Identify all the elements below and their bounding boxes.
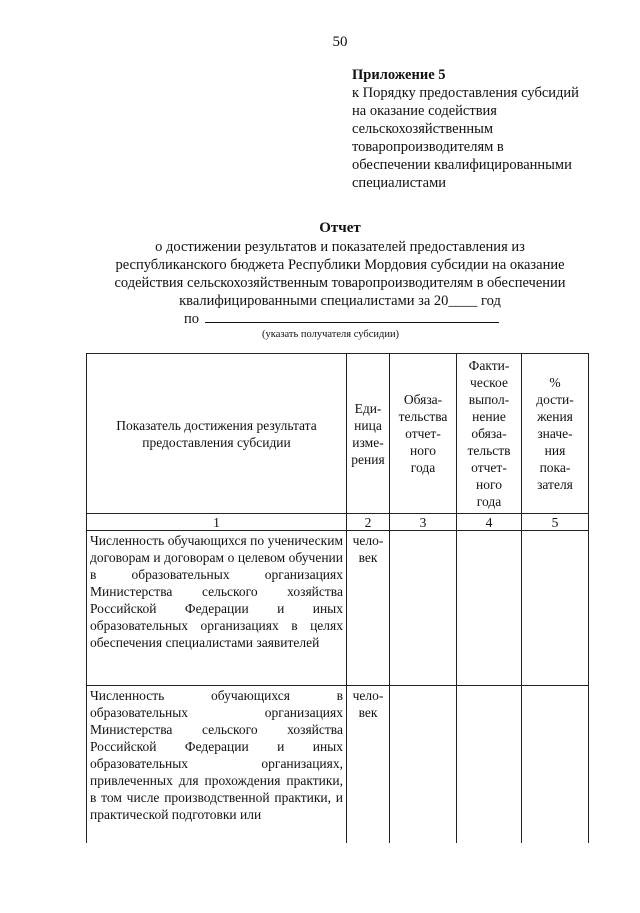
header-obligations	[390, 354, 457, 514]
unit-cell	[347, 531, 390, 686]
table-row	[87, 686, 589, 859]
report-subtitle-line: квалифицированными специалистами за 20____ год	[179, 293, 501, 309]
page-bottom-mask	[86, 843, 590, 913]
recipient-line	[184, 310, 499, 328]
header-actual-line: тельств	[467, 443, 511, 458]
indicator-cell: Численность обучающихся по ученическим договорам и договорам о целевом обучении в образовательных организациях Министерства сельского хозяйства Российской Федерации и иных образовательных организациях в целях обеспечения специалистами заявителей	[87, 531, 347, 686]
report-subtitle-line: о достижении результатов и показателей предоставления из	[155, 239, 525, 255]
appendix-line: товаропроизводителям в	[352, 139, 504, 155]
recipient-label: по	[184, 311, 200, 327]
header-indicator: Показатель достижения результата предоставления субсидии	[87, 354, 347, 514]
header-actual-line: года	[476, 494, 502, 509]
unit-line: век	[358, 550, 378, 565]
header-unit-line: рения	[351, 451, 385, 467]
column-number: 2	[347, 514, 390, 531]
actual-cell[interactable]	[457, 531, 522, 686]
header-actual-line: отчет-	[471, 460, 507, 475]
header-percent-line: дости-	[536, 392, 574, 407]
header-actual-line: Факти-	[468, 358, 510, 373]
page-number: 50	[332, 34, 348, 50]
appendix-line: к Порядку предоставления субсидий	[352, 85, 579, 101]
header-unit-line: Еди-	[354, 400, 382, 416]
appendix-line: специалистами	[352, 175, 447, 191]
column-number: 4	[457, 514, 522, 531]
unit-line: чело-	[352, 533, 384, 548]
report-subtitle	[88, 238, 592, 310]
header-obligations-line: отчет-	[405, 426, 441, 441]
header-actual-line: обяза-	[471, 426, 507, 441]
header-obligations-line: года	[410, 460, 436, 475]
recipient-hint: (указать получателя субсидии)	[262, 329, 400, 340]
report-subtitle-line: республиканского бюджета Республики Мордовия субсидии на оказание	[115, 257, 565, 273]
unit-line: чело-	[352, 688, 384, 703]
header-actual-line: нение	[472, 409, 506, 424]
header-percent	[522, 354, 589, 514]
obligations-cell[interactable]	[390, 531, 457, 686]
appendix-line: сельскохозяйственным	[352, 121, 494, 137]
column-number: 3	[390, 514, 457, 531]
header-obligations-line: тельства	[398, 409, 448, 424]
column-number: 1	[87, 514, 347, 531]
header-percent-line: жения	[537, 409, 573, 424]
header-unit-line: изме-	[352, 434, 384, 450]
obligations-cell[interactable]	[390, 686, 457, 859]
table-row	[87, 531, 589, 686]
appendix-title: Приложение 5	[352, 67, 446, 83]
header-percent-line: зателя	[537, 477, 573, 492]
appendix-line: на оказание содействия	[352, 103, 497, 119]
header-row	[87, 354, 589, 514]
header-actual-line: выпол-	[468, 392, 510, 407]
header-percent-line: пока-	[539, 460, 571, 475]
column-number: 5	[522, 514, 589, 531]
report-subtitle-line: содействия сельскохозяйственным товаропроизводителям в обеспечении	[114, 275, 566, 291]
header-actual-line: ного	[476, 477, 502, 492]
indicator-cell: Численность обучающихся в образовательных организациях Министерства сельского хозяйства Российской Федерации и иных образовательных организациях, привлеченных для прохождения практики, в том числе производственной практики, и практической подготовки или	[87, 686, 347, 859]
actual-cell[interactable]	[457, 686, 522, 859]
report-table	[86, 353, 589, 859]
column-number-row	[87, 514, 589, 531]
percent-cell[interactable]	[522, 531, 589, 686]
appendix-line: обеспечении квалифицированными	[352, 157, 572, 173]
header-unit-line: ница	[354, 417, 382, 433]
header-obligations-line: ного	[410, 443, 436, 458]
unit-line: век	[358, 705, 378, 720]
recipient-blank[interactable]	[205, 310, 499, 323]
header-actual	[457, 354, 522, 514]
header-obligations-line: Обяза-	[403, 392, 443, 407]
header-unit	[347, 354, 390, 514]
unit-cell	[347, 686, 390, 859]
header-percent-line: %	[549, 375, 561, 390]
appendix-block	[352, 66, 602, 192]
report-title: Отчет	[319, 220, 361, 236]
header-actual-line: ческое	[470, 375, 508, 390]
header-percent-line: значе-	[537, 426, 573, 441]
header-percent-line: ния	[544, 443, 566, 458]
percent-cell[interactable]	[522, 686, 589, 859]
